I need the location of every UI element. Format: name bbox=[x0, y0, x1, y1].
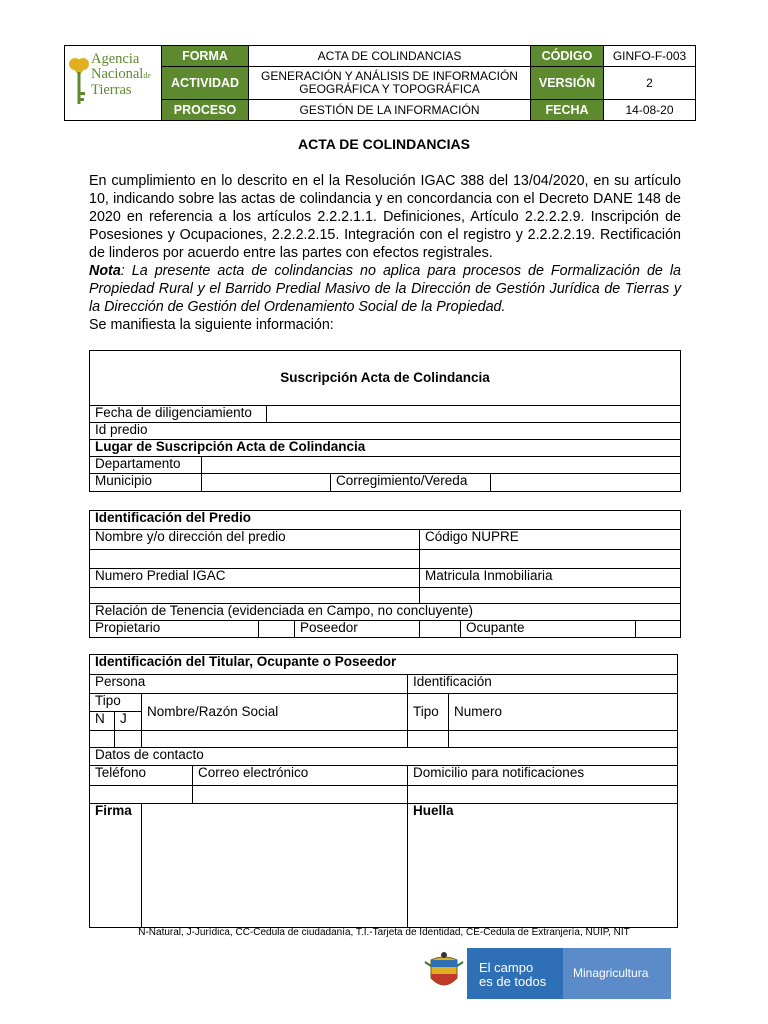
input-numero-predial[interactable] bbox=[90, 588, 420, 604]
header-value-forma: ACTA DE COLINDANCIAS bbox=[249, 46, 531, 67]
label-huella: Huella bbox=[413, 803, 454, 818]
logo-line-agencia: Agencia bbox=[91, 51, 140, 67]
check-propietario[interactable] bbox=[259, 621, 295, 638]
header-value-proceso: GESTIÓN DE LA INFORMACIÓN bbox=[249, 100, 531, 121]
label-identificacion: Identificación bbox=[408, 675, 678, 694]
input-nombre-razon-social[interactable] bbox=[142, 731, 408, 748]
header-label-proceso: PROCESO bbox=[162, 100, 249, 121]
firma-box[interactable] bbox=[142, 804, 408, 928]
label-ocupante: Ocupante bbox=[461, 621, 636, 638]
input-municipio[interactable] bbox=[202, 474, 331, 492]
agency-logo bbox=[65, 46, 162, 121]
input-corregimiento[interactable] bbox=[491, 474, 681, 492]
check-ocupante[interactable] bbox=[636, 621, 681, 638]
header-label-codigo: CÓDIGO bbox=[531, 46, 604, 67]
option-juridica[interactable]: J bbox=[115, 712, 142, 731]
logo-de: de bbox=[143, 70, 151, 80]
input-codigo-nupre[interactable] bbox=[420, 550, 681, 569]
nota-text: : La presente acta de colindancias no aplica para procesos de Formalización de la Propiedad Rural y el Barrido Predial Masivo de la Dirección de Gestión Jurídica de Tierras y la Dirección de Gestión del Ordenamiento Social de la Propiedad. bbox=[89, 263, 681, 315]
label-poseedor: Poseedor bbox=[295, 621, 420, 638]
intro-paragraph: En cumplimiento en lo descrito en el la Resolución IGAC 388 del 13/04/2020, en su artículo 10, indicando sobre las actas de colindancia y en concordancia con el Decreto DANE 148 de 2020 en referencia a los artículos 2.2.2.1.1. Definiciones, Artículo 2.2.2.2.9. Inscripción de Posesiones y Ocupaciones, 2.2.2.2.15. Integración con el registro y 2.2.2.2.19. Rectificación de linderos por acuerdo entre las partes con efectos registrales. bbox=[89, 173, 681, 261]
document-header bbox=[64, 45, 696, 121]
label-numero-identificacion: Numero bbox=[449, 694, 678, 731]
label-numero-predial: Numero Predial IGAC bbox=[90, 569, 420, 588]
ministry-name: Minagricultura bbox=[563, 948, 671, 999]
label-datos-contacto: Datos de contacto bbox=[90, 748, 678, 766]
label-id-predio[interactable]: Id predio bbox=[90, 423, 681, 440]
nota-label: Nota bbox=[89, 263, 121, 279]
slogan-line1: El campo bbox=[479, 960, 534, 975]
header-value-actividad: GENERACIÓN Y ANÁLISIS DE INFORMACIÓN GEOGRÁFICA Y TOPOGRÁFICA bbox=[249, 67, 531, 100]
input-nombre-predio[interactable] bbox=[90, 550, 420, 569]
input-n[interactable] bbox=[90, 731, 115, 748]
footnote-legend: N-Natural, J-Jurídica, CC-Cedula de ciudadanía, T.I.-Tarjeta de Identidad, CE-Cedula de Extranjería, NUIP, NIT bbox=[138, 927, 630, 938]
input-domicilio[interactable] bbox=[408, 786, 678, 804]
label-tipo-persona: Tipo bbox=[90, 694, 142, 712]
input-j[interactable] bbox=[115, 731, 142, 748]
closing-line: Se manifiesta la siguiente información: bbox=[89, 317, 334, 333]
label-codigo-nupre: Código NUPRE bbox=[420, 530, 681, 550]
label-lugar-suscripcion: Lugar de Suscripción Acta de Colindancia bbox=[90, 440, 681, 457]
label-nombre-razon-social: Nombre/Razón Social bbox=[142, 694, 408, 731]
label-municipio: Municipio bbox=[90, 474, 202, 492]
ministry-logo bbox=[421, 948, 671, 999]
suscripcion-heading: Suscripción Acta de Colindancia bbox=[90, 351, 681, 406]
input-correo[interactable] bbox=[193, 786, 408, 804]
label-departamento: Departamento bbox=[90, 457, 202, 474]
header-label-version: VERSIÓN bbox=[531, 67, 604, 100]
header-label-fecha: FECHA bbox=[531, 100, 604, 121]
header-value-fecha: 14-08-20 bbox=[604, 100, 696, 121]
label-persona: Persona bbox=[90, 675, 408, 694]
input-numero-identificacion[interactable] bbox=[449, 731, 678, 748]
label-tipo-identificacion: Tipo bbox=[408, 694, 449, 731]
suscripcion-table bbox=[89, 350, 681, 492]
titular-heading: Identificación del Titular, Ocupante o Poseedor bbox=[90, 655, 678, 675]
predio-table bbox=[89, 510, 681, 638]
input-matricula[interactable] bbox=[420, 588, 681, 604]
slogan-line2: es de todos bbox=[479, 974, 547, 989]
header-label-actividad: ACTIVIDAD bbox=[162, 67, 249, 100]
input-fecha-diligenciamiento[interactable] bbox=[267, 406, 681, 423]
label-fecha-diligenciamiento: Fecha de diligenciamiento bbox=[90, 406, 267, 423]
logo-line-tierras: Tierras bbox=[91, 82, 132, 98]
label-relacion-tenencia: Relación de Tenencia (evidenciada en Campo, no concluyente) bbox=[90, 604, 681, 621]
label-domicilio: Domicilio para notificaciones bbox=[408, 766, 678, 786]
check-poseedor[interactable] bbox=[420, 621, 461, 638]
option-natural[interactable]: N bbox=[90, 712, 115, 731]
input-tipo-identificacion[interactable] bbox=[408, 731, 449, 748]
huella-box[interactable] bbox=[408, 804, 678, 928]
logo-line-nacional: Nacional bbox=[91, 65, 144, 82]
input-departamento[interactable] bbox=[202, 457, 681, 474]
label-firma: Firma bbox=[90, 804, 142, 928]
predio-heading: Identificación del Predio bbox=[90, 511, 681, 530]
titular-table bbox=[89, 654, 678, 928]
label-correo: Correo electrónico bbox=[193, 766, 408, 786]
intro-text bbox=[89, 172, 681, 334]
gov-slogan bbox=[467, 948, 563, 999]
label-corregimiento: Corregimiento/Vereda bbox=[331, 474, 491, 492]
nota-paragraph bbox=[89, 262, 681, 316]
label-matricula: Matricula Inmobiliaria bbox=[420, 569, 681, 588]
header-label-forma: FORMA bbox=[162, 46, 249, 67]
label-propietario: Propietario bbox=[90, 621, 259, 638]
label-telefono: Teléfono bbox=[90, 766, 193, 786]
label-nombre-predio: Nombre y/o dirección del predio bbox=[90, 530, 420, 550]
input-telefono[interactable] bbox=[90, 786, 193, 804]
header-value-version: 2 bbox=[604, 67, 696, 100]
document-title: ACTA DE COLINDANCIAS bbox=[298, 136, 470, 152]
header-value-codigo: GINFO-F-003 bbox=[604, 46, 696, 67]
coat-of-arms-icon bbox=[421, 948, 467, 999]
